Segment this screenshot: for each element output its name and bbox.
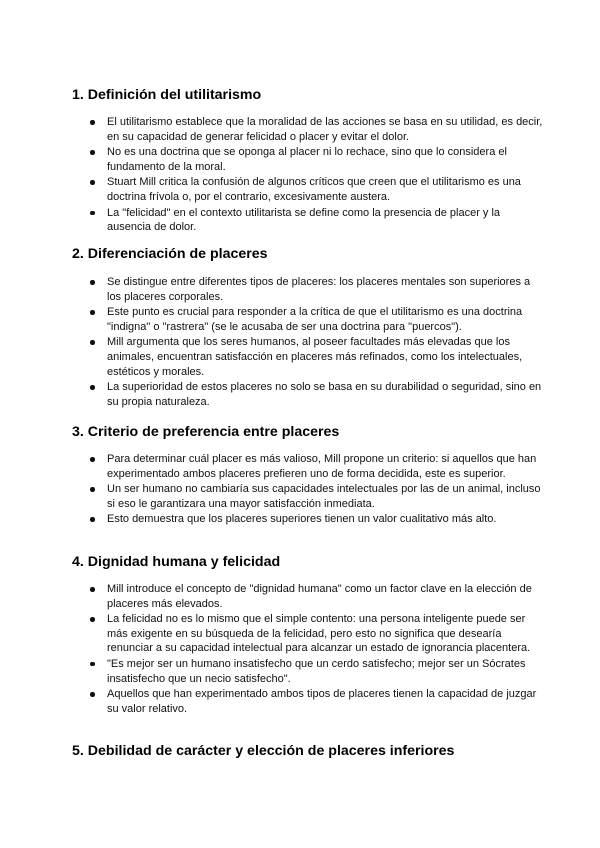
list-item: Stuart Mill critica la confusión de algunos críticos que creen que el utilitarismo es una doctrina frívola o, por el contrario, excesivamente austera. [0,175,600,204]
bullet-icon [90,517,95,522]
section-2-heading: 2. Diferenciación de placeres [72,246,268,262]
list-item: Mill introduce el concepto de "dignidad humana" como un factor clave en la elección de placeres más elevados. [0,582,600,611]
bullet-icon [90,617,95,622]
bullet-icon [90,280,95,285]
list-item: La "felicidad" en el contexto utilitarista se define como la presencia de placer y la ausencia de dolor. [0,206,600,235]
bullet-icon [90,211,95,216]
list-item: Mill argumenta que los seres humanos, al poseer facultades más elevadas que los animales, encuentran satisfacción en placeres más refinados, como los intelectuales, estéticos y morales. [0,335,600,379]
bullet-icon [90,180,95,185]
section-3-heading: 3. Criterio de preferencia entre placeres [72,424,340,440]
bullet-icon [90,310,95,315]
section-1-list [0,115,600,236]
section-3-list [0,452,600,528]
list-item: El utilitarismo establece que la moralidad de las acciones se basa en su utilidad, es decir, en su capacidad de generar felicidad o placer y evitar el dolor. [0,115,600,144]
list-item: Un ser humano no cambiaría sus capacidades intelectuales por las de un animal, incluso si eso le garantizara una mayor satisfacción inmediata. [0,482,600,511]
bullet-icon [90,385,95,390]
section-4-list [0,582,600,717]
list-item: No es una doctrina que se oponga al placer ni lo rechace, sino que lo considera el fundamento de la moral. [0,145,600,174]
bullet-icon [90,150,95,155]
list-item: Este punto es crucial para responder a la crítica de que el utilitarismo es una doctrina "indigna" o "rastrera" (se le acusaba de ser una doctrina para "puercos"). [0,305,600,334]
list-item: "Es mejor ser un humano insatisfecho que un cerdo satisfecho; mejor ser un Sócrates insatisfecho que un necio satisfecho". [0,657,600,686]
list-item: Esto demuestra que los placeres superiores tienen un valor cualitativo más alto. [0,512,600,527]
list-item: La felicidad no es lo mismo que el simple contento: una persona inteligente puede ser más exigente en su búsqueda de la felicidad, pero esto no significa que desearía renunciar a su capacidad intelectual para alcanzar un estado de ignorancia placentera. [0,612,600,656]
bullet-icon [90,692,95,697]
list-item: Se distingue entre diferentes tipos de placeres: los placeres mentales son superiores a los placeres corporales. [0,275,600,304]
bullet-icon [90,487,95,492]
section-1-heading: 1. Definición del utilitarismo [72,87,262,103]
list-item: La superioridad de estos placeres no solo se basa en su durabilidad o seguridad, sino en su propia naturaleza. [0,380,600,409]
section-4-heading: 4. Dignidad humana y felicidad [72,554,281,570]
bullet-icon [90,587,95,592]
section-5-heading: 5. Debilidad de carácter y elección de placeres inferiores [72,743,455,759]
bullet-icon [90,340,95,345]
list-item: Aquellos que han experimentado ambos tipos de placeres tienen la capacidad de juzgar su valor relativo. [0,687,600,716]
section-2-list [0,275,600,410]
bullet-icon [90,662,95,667]
list-item: Para determinar cuál placer es más valioso, Mill propone un criterio: si aquellos que han experimentado ambos placeres prefieren uno de forma decidida, este es superior. [0,452,600,481]
bullet-icon [90,457,95,462]
bullet-icon [90,120,95,125]
